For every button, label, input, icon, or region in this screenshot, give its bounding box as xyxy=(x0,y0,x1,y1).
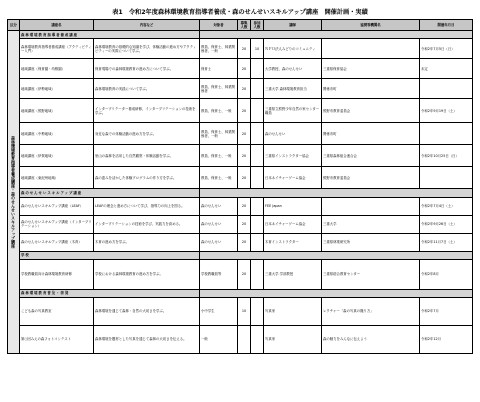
date-cell xyxy=(420,167,473,189)
section-fill xyxy=(200,251,473,259)
quota-cell: 20 xyxy=(238,145,251,167)
content-cell: LEAFの理念と進め方について学び、指導力の向上を図る。 xyxy=(94,197,200,215)
section-fill xyxy=(200,289,473,297)
target-cell: 小中学生 xyxy=(200,297,238,325)
lecturer-cell: 木育インストラクター xyxy=(264,233,322,251)
lecturer-cell: 森のせんせい xyxy=(264,123,322,145)
course-name-cell: 地域講座（東紀州地域） xyxy=(20,167,94,189)
lecturer-cell: 写真家 xyxy=(264,297,322,325)
target-cell: 保育士 xyxy=(200,59,238,79)
attendance-cell xyxy=(251,325,264,353)
section-label: 森林環境教育普及・啓発 xyxy=(20,289,200,297)
date-cell xyxy=(420,79,473,99)
table-row xyxy=(8,197,473,215)
attendance-cell xyxy=(251,197,264,215)
table-row xyxy=(8,99,473,123)
date-cell: 令和2年10月25日（日） xyxy=(420,145,473,167)
section-row xyxy=(8,251,473,259)
date-cell: 未定 xyxy=(420,59,473,79)
attendance-cell xyxy=(251,297,264,325)
header-course-name: 講座名 xyxy=(20,20,94,31)
header-sponsor: 協賛等機関名 xyxy=(322,20,420,31)
sponsor-cell xyxy=(322,39,420,59)
course-name-cell: こども森の写真教室 xyxy=(20,297,94,325)
category-label: 森林環境教育指導者養成講座・森のせんせいスキルアップ講座 xyxy=(11,135,16,248)
section-row xyxy=(8,189,473,197)
attendance-cell: 10 xyxy=(251,39,264,59)
attendance-cell xyxy=(251,215,264,233)
quota-cell xyxy=(238,325,251,353)
date-cell: 令和2年7月 xyxy=(420,297,473,325)
course-name-cell: 地域講座（中勢地域） xyxy=(20,123,94,145)
page-title: 表1 令和2年度森林環境教育指導者養成・森のせんせいスキルアップ講座 開催計画・実績 xyxy=(112,9,368,16)
lecturer-cell: 三重県インストラクター協会 xyxy=(264,145,322,167)
section-row xyxy=(8,31,473,39)
target-cell: 教員、保育士、林業関係者、一般 xyxy=(200,123,238,145)
quota-cell: 20 xyxy=(238,259,251,289)
lecturer-cell: 大学教授、森のせんせい xyxy=(264,59,322,79)
section-label: 学校 xyxy=(20,251,200,259)
sponsor-cell: 三重大学 xyxy=(322,215,420,233)
plan-table xyxy=(7,19,473,354)
table-row xyxy=(8,233,473,251)
attendance-cell xyxy=(251,79,264,99)
attendance-cell xyxy=(251,233,264,251)
table-row xyxy=(8,39,473,59)
sponsor-cell: 関係市町 xyxy=(322,79,420,99)
course-name-cell: 学校教職員向け森林環境教育研修 xyxy=(20,259,94,289)
table-row xyxy=(8,59,473,79)
quota-cell: 20 xyxy=(238,99,251,123)
course-name-cell: 地域講座（保育園・幼稚園） xyxy=(20,59,94,79)
quota-cell: 20 xyxy=(238,123,251,145)
target-cell: 一般 xyxy=(200,325,238,353)
content-cell: 森林環境を通じて森林・自然の大切さを学ぶ。 xyxy=(94,297,200,325)
header-lecturer: 講師 xyxy=(264,20,322,31)
sponsor-cell: 三重県林業研究所 xyxy=(322,233,420,251)
attendance-cell xyxy=(251,123,264,145)
sponsor-cell xyxy=(322,197,420,215)
target-cell: 教員、保育士、一般 xyxy=(200,145,238,167)
attendance-cell xyxy=(251,59,264,79)
header-quota: 募集人数 xyxy=(238,20,251,31)
table-row xyxy=(8,123,473,145)
date-cell: 令和2年9月26日（土） xyxy=(420,215,473,233)
header-date: 開催年月日 xyxy=(420,20,473,31)
course-name-cell: 地域講座（熊野地域） xyxy=(20,99,94,123)
lecturer-cell: 三重大学 森林環境教育担当 xyxy=(264,79,322,99)
content-cell: インタープリテーター養成研修、インタープリテーションの技術を学ぶ。 xyxy=(94,99,200,123)
content-cell: 木育の進め方を学ぶ。 xyxy=(94,233,200,251)
target-cell: 森のせんせい xyxy=(200,215,238,233)
quota-cell: 20 xyxy=(238,197,251,215)
date-cell: 令和2年8月 xyxy=(420,259,473,289)
quota-cell: 20 xyxy=(238,167,251,189)
table-row xyxy=(8,145,473,167)
date-cell: 令和2年7月5日（日） xyxy=(420,39,473,59)
header-attendance: 参加人数 xyxy=(251,20,264,31)
target-cell: 教員、保育士、林業関係者 xyxy=(200,79,238,99)
course-name-cell: 森のせんせいスキルアップ講座（LEAF） xyxy=(20,197,94,215)
course-name-cell: 森林環境教育指導者養成講座（アクティビティー入門） xyxy=(20,39,94,59)
table-row xyxy=(8,79,473,99)
section-label: 森林環境教育指導者養成講座 xyxy=(20,31,200,39)
lecturer-cell: FEE Japan xyxy=(264,197,322,215)
sponsor-cell: 関係市町 xyxy=(322,123,420,145)
attendance-cell xyxy=(251,99,264,123)
section-fill xyxy=(200,31,473,39)
sponsor-cell: 三重県保育協会 xyxy=(322,59,420,79)
quota-cell: 20 xyxy=(238,59,251,79)
attendance-cell xyxy=(251,145,264,167)
date-cell: 令和2年12月 xyxy=(420,325,473,353)
section-fill xyxy=(200,189,473,197)
sponsor-cell: 三重県森林組合連合会 xyxy=(322,145,420,167)
content-cell: 学校における森林環境教育の進め方を学ぶ。 xyxy=(94,259,200,289)
content-cell: 森の恵みを活かした体験プログラムの作り方を学ぶ。 xyxy=(94,167,200,189)
table-row xyxy=(8,297,473,325)
course-name-cell: 第○回みえの森フォトコンテスト xyxy=(20,325,94,353)
attendance-cell xyxy=(251,167,264,189)
content-cell: 身近な森での体験活動の進め方を学ぶ。 xyxy=(94,123,200,145)
sponsor-cell: 森の魅力をみんなに伝えよう xyxy=(322,325,420,353)
header-content: 内容など xyxy=(94,20,200,31)
attendance-cell xyxy=(251,259,264,289)
course-name-cell: 森のせんせいスキルアップ講座（木育） xyxy=(20,233,94,251)
quota-cell: 20 xyxy=(238,79,251,99)
target-cell: 教員、保育士、一般 xyxy=(200,167,238,189)
course-name-cell: 地域講座（伊勢地域） xyxy=(20,79,94,99)
table-row xyxy=(8,215,473,233)
date-cell: 令和2年11月7日（土） xyxy=(420,233,473,251)
header-row xyxy=(8,20,473,31)
content-cell: 里山の森林を活用した自然観察・体験活動を学ぶ。 xyxy=(94,145,200,167)
target-cell: 森のせんせい xyxy=(200,233,238,251)
target-cell: 教員、保育士、林業関係者、一般 xyxy=(200,39,238,59)
sponsor-cell: レクチャー「森の写真の撮り方」 xyxy=(322,297,420,325)
section-label: 森のせんせいスキルアップ講座 xyxy=(20,189,200,197)
sponsor-cell: 熊野市教育委員会 xyxy=(322,167,420,189)
lecturer-cell: 三重県立熊野少年自然の家センター職員 xyxy=(264,99,322,123)
lecturer-cell: 日本ネイチャーゲーム協会 xyxy=(264,215,322,233)
content-cell: インタープリテーションの技術を学び、実践力を高める。 xyxy=(94,215,200,233)
quota-cell: 20 xyxy=(238,233,251,251)
table-row xyxy=(8,167,473,189)
category-cell xyxy=(8,31,20,354)
date-cell: 令和2年9月19日（土） xyxy=(420,99,473,123)
sponsor-cell: 熊野市教育委員会 xyxy=(322,99,420,123)
content-cell: 森林環境教育の基礎的な知識を学び、体験活動の進め方やアクティビティーの実際について学ぶ。 xyxy=(94,39,200,59)
quota-cell: 20 xyxy=(238,215,251,233)
lecturer-cell: 日本ネイチャーゲーム協会 xyxy=(264,167,322,189)
header-target: 対象者 xyxy=(200,20,238,31)
content-cell: 保育現場での森林環境教育の進め方について学ぶ。 xyxy=(94,59,200,79)
content-cell: 森林環境を題材とした写真を通じて森林の大切さを伝える。 xyxy=(94,325,200,353)
course-name-cell: 地域講座（伊賀地域） xyxy=(20,145,94,167)
target-cell: 学校教職員等 xyxy=(200,259,238,289)
course-name-cell: 森のせんせいスキルアップ講座（インタープリテーション） xyxy=(20,215,94,233)
target-cell: 森のせんせい xyxy=(200,197,238,215)
date-cell: 令和2年7月4日（土） xyxy=(420,197,473,215)
section-row xyxy=(8,289,473,297)
content-cell: 森林環境教育の実践について学ぶ。 xyxy=(94,79,200,99)
quota-cell: 10 xyxy=(238,297,251,325)
date-cell xyxy=(420,123,473,145)
quota-cell: 20 xyxy=(238,39,251,59)
target-cell: 教員、保育士、一般 xyxy=(200,99,238,123)
sponsor-cell: 三重県総合教育センター xyxy=(322,259,420,289)
lecturer-cell: 三重大学 学部教授 xyxy=(264,259,322,289)
table-row xyxy=(8,325,473,353)
table-row xyxy=(8,259,473,289)
lecturer-cell: 写真家 xyxy=(264,325,322,353)
header-category: 区分 xyxy=(8,20,20,31)
lecturer-cell: ＮＰＯ法人みどりのコミュニティ xyxy=(264,39,322,59)
